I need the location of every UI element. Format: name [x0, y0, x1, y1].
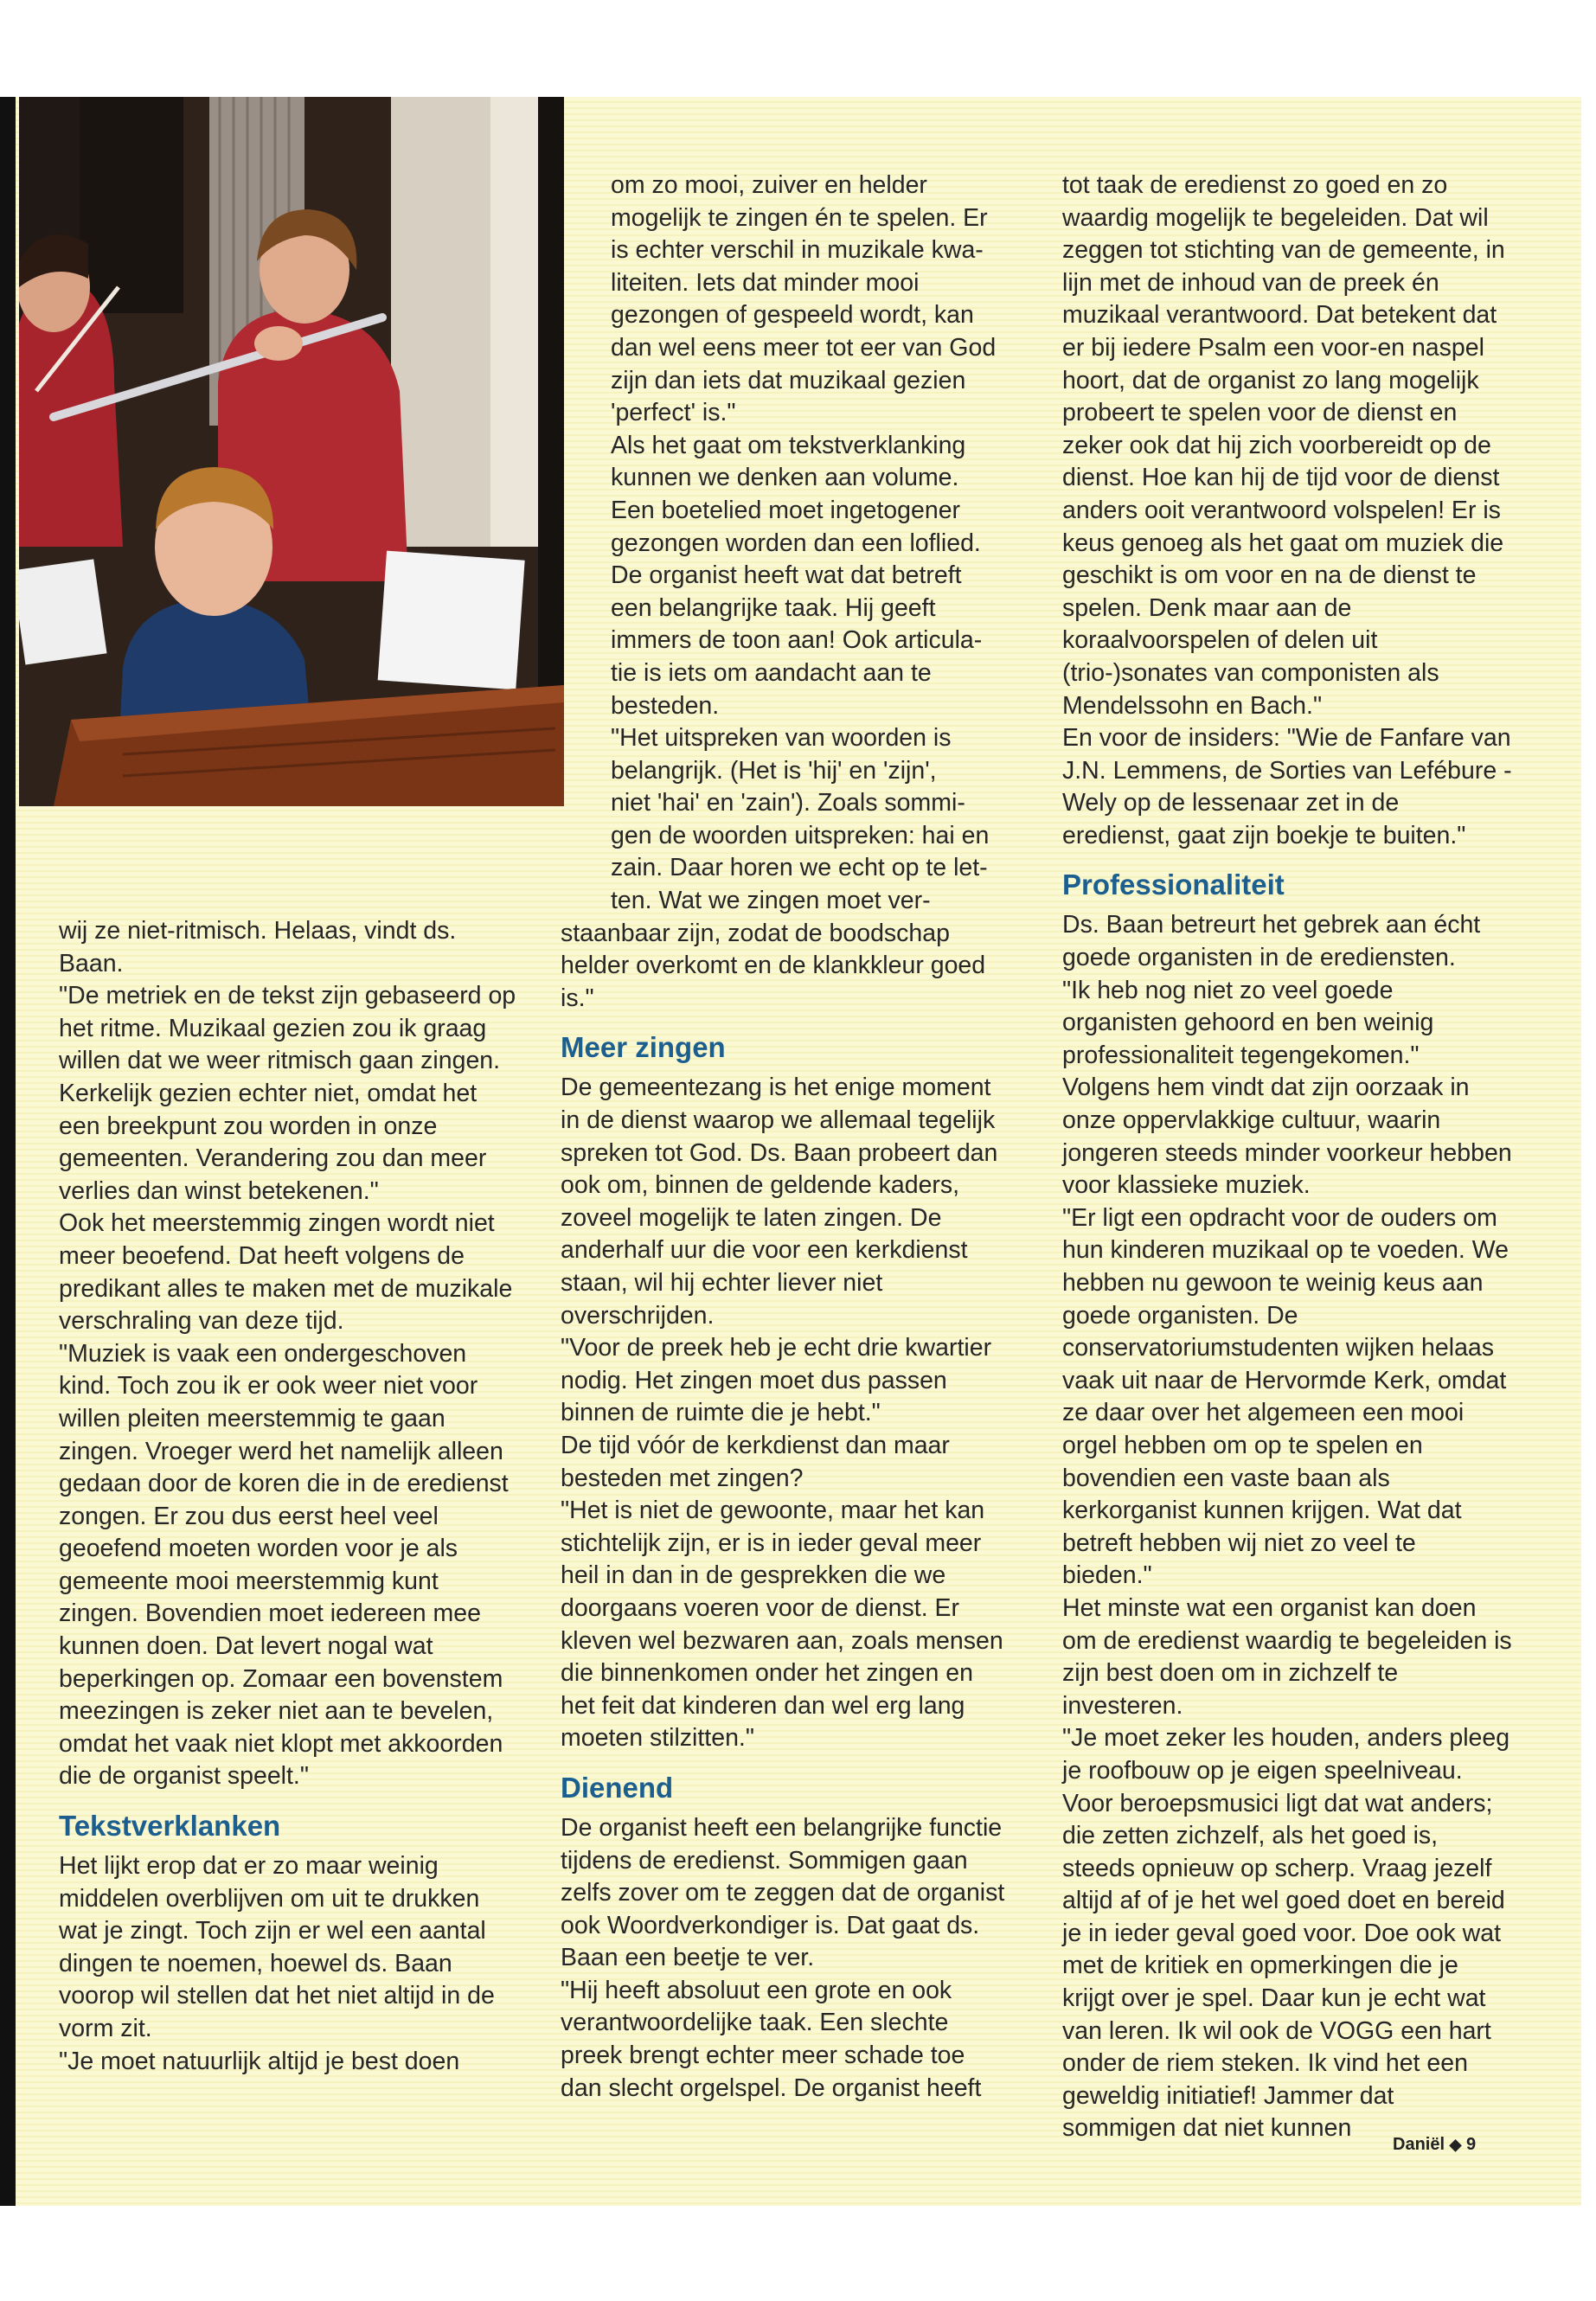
text-line: Een boetelied moet ingetogener: [611, 496, 961, 524]
paragraph: En voor de insiders: "Wie de Fanfare van J.N. Lemmens, de Sorties van Lefébure - Wely op de lessenaar zet in de eredienst, gaat zijn boekje te buiten.": [1062, 724, 1512, 849]
text-line: kunnen we denken aan volume.: [611, 464, 959, 492]
magazine-name: Daniël: [1393, 2135, 1445, 2154]
paragraph: tot taak de eredienst zo goed en zo waardig mogelijk te begeleiden. Dat wil zeggen tot stichting van de gemeente, in lijn met de inhoud van de preek én muzikaal verantwoord. Dat betekent dat er bij iedere Psalm een voor-en naspel hoort, dat de organist zo lang mogelijk probeert te spelen voor de dienst en zeker ook dat hij zich voorbereidt op de dienst. Hoe kan hij de tijd voor de dienst anders ooit verantwoord volspelen! Er is keus genoeg als het gaat om muziek die geschikt is om voor en na de dienst te spelen. Denk maar aan de koraalvoorspelen of delen uit (trio-)sonates van componisten als Mendelssohn en Bach.": [1062, 171, 1505, 720]
text-line: De organist heeft wat dat betreft: [611, 561, 962, 590]
text-line: tie is iets om aandacht aan te: [611, 658, 932, 687]
text-line: 'perfect' is.": [611, 399, 736, 427]
page-footer: [1393, 2135, 1476, 2155]
text-line: Als het gaat om tekstverklanking: [611, 431, 966, 459]
paragraph: Ook het meerstemmig zingen wordt niet meer beoefend. Dat heeft volgens de predikant alles te maken met de muzikale verschraling van deze tijd.: [59, 1209, 513, 1336]
text-line: ten. Wat we zingen moet ver-: [611, 887, 931, 915]
scan-edge: [0, 97, 16, 2206]
heading-meer-zingen: Meer zingen: [561, 1031, 726, 1064]
paragraph: wij ze niet-ritmisch. Helaas, vindt ds. Baan.: [59, 917, 457, 977]
text-line: is echter verschil in muzikale kwa-: [611, 236, 984, 265]
column-2-wrapped-text: [561, 170, 1010, 918]
paragraph: Het minste wat een organist kan doen om de eredienst waardig te begeleiden is zijn best doen om in zichzelf te investeren.: [1062, 1593, 1512, 1720]
paragraph: "Er ligt een opdracht voor de ouders om hun kinderen muzikaal op te voeden. We hebben nu gewoon te weinig keus aan goede organisten. De conservatoriumstudenten wijken helaas vaak uit naar de Hervormde Kerk, omdat ze daar over het algemeen een mooi orgel hebben om op te spelen en bovendien een vaste baan als kerkorganist kunnen krijgen. Wat dat betreft hebben wij niet zo veel te bieden.": [1062, 1203, 1509, 1590]
text-line: zijn dan iets dat muzikaal gezien: [611, 366, 966, 394]
paragraph: "Het is niet de gewoonte, maar het kan stichtelijk zijn, er is in ieder geval meer heil in dan in de gesprekken die we doorgaans voeren voor de dienst. Er kleven wel bezwaren aan, zoals mensen die binnenkomen onder het zingen en het feit dat kinderen dan wel erg lang moeten stilzitten.": [561, 1497, 1003, 1753]
text-line: "Het uitspreken van woorden is: [611, 724, 952, 753]
arrow-icon: ◆: [1449, 2136, 1462, 2153]
text-line: besteden.: [611, 691, 720, 720]
paragraph: "Je moet zeker les houden, anders pleeg je roofbouw op je eigen speelniveau. Voor beroepsmusici ligt dat wat anders; die zetten zichzelf, als het goed is, steeds opnieuw op scherp. Vraag jezelf altijd af of je het wel goed doet en bereid je in ieder geval goed voor. Doe ook wat met de kritiek en opmerkingen die je krijgt over je spel. Daar kun je echt wat van leren. Ik wil ook de VOGG een hart onder de riem steken. Ik vind het een geweldig initiatief! Jammer dat sommigen dat niet kunnen: [1062, 1724, 1510, 2143]
paragraph: Ds. Baan betreurt het gebrek aan écht goede organisten in de erediensten.: [1062, 911, 1481, 972]
paragraph: "De metriek en de tekst zijn gebaseerd op het ritme. Muzikaal gezien zou ik graag willen dat we weer ritmisch gaan zingen. Kerkelijk gezien echter niet, omdat het een breekpunt zou worden in onze gemeenten. Verandering zou dan meer verlies dan winst betekenen.": [59, 982, 516, 1205]
photo-illustration: [19, 97, 564, 806]
paragraph: De tijd vóór de kerkdienst dan maar besteden met zingen?: [561, 1431, 950, 1492]
text-line: dan wel eens meer tot eer van God: [611, 333, 997, 362]
text-line: een belangrijke taak. Hij geeft: [611, 593, 936, 622]
text-column-1: [59, 915, 519, 2078]
paragraph: "Hij heeft absoluut een grote en ook verantwoordelijke taak. Een slechte preek brengt echter meer schade toe dan slecht orgelspel. De organist heeft: [561, 1976, 982, 2102]
text-line: belangrijk. (Het is 'hij' en 'zijn',: [611, 756, 937, 785]
text-line: gezongen of gespeeld wordt, kan: [611, 301, 974, 330]
text-line: om zo mooi, zuiver en helder: [611, 171, 927, 199]
text-column-3: [1062, 170, 1512, 2145]
text-line: zain. Daar horen we echt op te let-: [611, 854, 988, 882]
text-line: niet 'hai' en 'zain'). Zoals sommi-: [611, 789, 965, 817]
paragraph: staanbaar zijn, zodat de boodschap helder overkomt en de klankkleur goed is.": [561, 919, 986, 1012]
text-line: immers de toon aan! Ook articula-: [611, 626, 983, 655]
text-line: mogelijk te zingen én te spelen. Er: [611, 203, 988, 232]
text-line: gen de woorden uitspreken: hai en: [611, 821, 990, 849]
text-line: gezongen worden dan een loflied.: [611, 529, 981, 557]
photo-children-playing-music: [19, 97, 564, 806]
paragraph: De gemeentezang is het enige moment in de dienst waarop we allemaal tegelijk spreken tot God. Ds. Baan probeert dan ook om, binnen de geldende kaders, zoveel mogelijk te laten zingen. De anderhalf uur die voor een kerkdienst staan, wil hij echter liever niet overschrijden.: [561, 1074, 998, 1330]
paragraph: "Je moet natuurlijk altijd je best doen: [59, 2047, 460, 2075]
heading-dienend: Dienend: [561, 1771, 674, 1804]
paragraph: "Ik heb nog niet zo veel goede organisten gehoord en ben weinig professionaliteit tegengekomen.": [1062, 976, 1434, 1069]
paragraph: Het lijkt erop dat er zo maar weinig middelen overblijven om uit te drukken wat je zingt. Toch zijn er wel een aantal dingen te noemen, hoewel ds. Baan voorop wil stellen dat het niet altijd in de vorm zit.: [59, 1852, 495, 2042]
paragraph: De organist heeft een belangrijke functie tijdens de eredienst. Sommigen gaan zelfs zover om te zeggen dat de organist ook Woordverkondiger is. Dat gaat ds. Baan een beetje te ver.: [561, 1813, 1005, 1972]
paragraph: Volgens hem vindt dat zijn oorzaak in onze oppervlakkige cultuur, waarin jongeren steeds minder voorkeur hebben voor klassieke muziek.: [1062, 1074, 1512, 1200]
paragraph: "Voor de preek heb je echt drie kwartier nodig. Het zingen moet dus passen binnen de ruimte die je hebt.": [561, 1334, 992, 1427]
page-number: 9: [1466, 2135, 1477, 2154]
paragraph: "Muziek is vaak een ondergeschoven kind. Toch zou ik er ook weer niet voor willen pleiten meerstemmig te gaan zingen. Vroeger werd het namelijk alleen gedaan door de koren die in de eredienst zongen. Er zou dus eerst heel veel geoefend moeten worden voor je als gemeente mooi meerstemmig kunt zingen. Bovendien moet iedereen mee kunnen doen. Dat levert nogal wat beperkingen op. Zomaar een bovenstem meezingen is zeker niet aan te bevelen, omdat het vaak niet klopt met akkoorden die de organist speelt.": [59, 1339, 509, 1791]
text-line: liteiten. Iets dat minder mooi: [611, 268, 920, 297]
heading-tekstverklanken: Tekstverklanken: [59, 1810, 281, 1843]
text-column-2: [561, 170, 1010, 2105]
heading-professionaliteit: Professionaliteit: [1062, 868, 1285, 901]
